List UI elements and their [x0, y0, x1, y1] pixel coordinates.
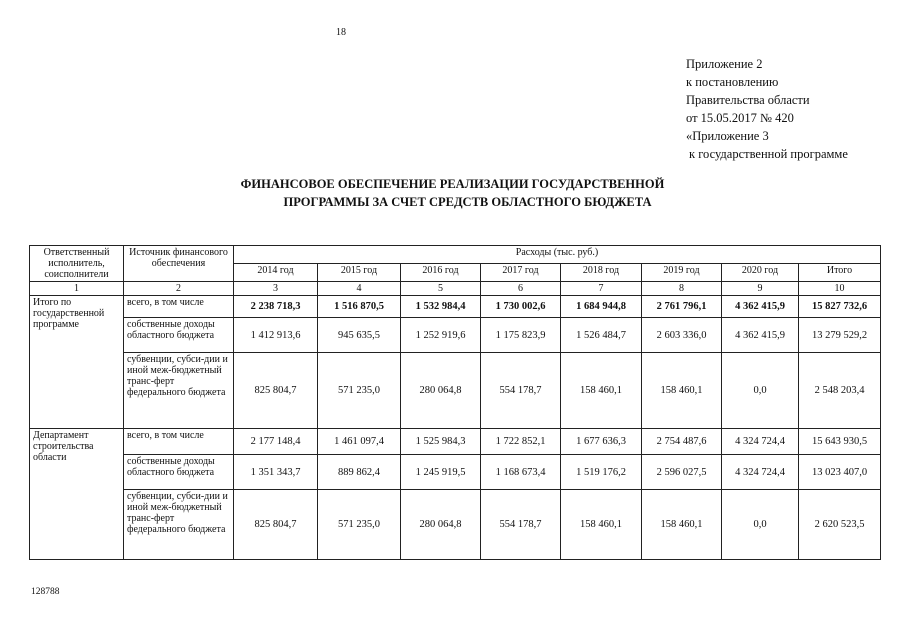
column-number: 4 [318, 282, 401, 296]
column-number: 7 [561, 282, 642, 296]
value-cell: 2 596 027,5 [642, 455, 722, 490]
table-row [30, 353, 881, 429]
total-cell: 2 548 203,4 [799, 353, 881, 429]
value-cell: 2 177 148,4 [234, 429, 318, 455]
header-year: 2015 год [318, 264, 401, 282]
appendix-line: Правительства области [686, 93, 810, 107]
source-cell: всего, в том числе [124, 429, 234, 455]
total-cell: 13 279 529,2 [799, 318, 881, 353]
value-cell: 2 238 718,3 [234, 296, 318, 318]
header-expenses: Расходы (тыс. руб.) [234, 246, 881, 264]
source-cell: субвенции, субси-дии и иной меж-бюджетный транс-ферт федерального бюджета [124, 490, 234, 560]
footer-code: 128788 [31, 587, 60, 597]
value-cell: 825 804,7 [234, 490, 318, 560]
total-cell: 15 643 930,5 [799, 429, 881, 455]
value-cell: 158 460,1 [561, 353, 642, 429]
value-cell: 1 461 097,4 [318, 429, 401, 455]
value-cell: 1 526 484,7 [561, 318, 642, 353]
total-cell: 13 023 407,0 [799, 455, 881, 490]
table-row [30, 490, 881, 560]
header-row [30, 246, 881, 264]
table-row [30, 429, 881, 455]
value-cell: 158 460,1 [642, 490, 722, 560]
header-year: 2017 год [481, 264, 561, 282]
budget-table [29, 245, 881, 560]
value-cell: 554 178,7 [481, 490, 561, 560]
value-cell: 4 362 415,9 [722, 296, 799, 318]
value-cell: 1 252 919,6 [401, 318, 481, 353]
header-responsible: Ответственный исполнитель, соисполнители [30, 246, 124, 282]
value-cell: 945 635,5 [318, 318, 401, 353]
executor-cell: Итого по государственной программе [30, 296, 124, 429]
value-cell: 158 460,1 [561, 490, 642, 560]
value-cell: 0,0 [722, 353, 799, 429]
header-year: 2016 год [401, 264, 481, 282]
table-row [30, 296, 881, 318]
value-cell: 0,0 [722, 490, 799, 560]
page-number: 18 [336, 27, 346, 38]
header-year: 2020 год [722, 264, 799, 282]
header-year: 2018 год [561, 264, 642, 282]
table-row [30, 318, 881, 353]
source-cell: субвенции, субси-дии и иной меж-бюджетный транс-ферт федерального бюджета [124, 353, 234, 429]
appendix-line: к государственной программе [689, 147, 848, 161]
appendix-block [686, 55, 848, 163]
value-cell: 1 519 176,2 [561, 455, 642, 490]
value-cell: 1 730 002,6 [481, 296, 561, 318]
value-cell: 1 684 944,8 [561, 296, 642, 318]
header-source: Источник финансового обеспечения [124, 246, 234, 282]
value-cell: 4 324 724,4 [722, 455, 799, 490]
column-number: 2 [124, 282, 234, 296]
value-cell: 1 516 870,5 [318, 296, 401, 318]
value-cell: 571 235,0 [318, 353, 401, 429]
column-number: 8 [642, 282, 722, 296]
table-row [30, 455, 881, 490]
value-cell: 2 754 487,6 [642, 429, 722, 455]
value-cell: 1 412 913,6 [234, 318, 318, 353]
column-number: 6 [481, 282, 561, 296]
document-title [0, 175, 905, 211]
column-number: 1 [30, 282, 124, 296]
title-line-1: ФИНАНСОВОЕ ОБЕСПЕЧЕНИЕ РЕАЛИЗАЦИИ ГОСУДАРСТВЕННОЙ [240, 177, 665, 191]
value-cell: 1 532 984,4 [401, 296, 481, 318]
column-number: 5 [401, 282, 481, 296]
value-cell: 2 603 336,0 [642, 318, 722, 353]
appendix-line: от 15.05.2017 № 420 [686, 111, 794, 125]
value-cell: 280 064,8 [401, 490, 481, 560]
header-year: 2014 год [234, 264, 318, 282]
source-cell: собственные доходы областного бюджета [124, 318, 234, 353]
value-cell: 1 245 919,5 [401, 455, 481, 490]
value-cell: 554 178,7 [481, 353, 561, 429]
total-cell: 15 827 732,6 [799, 296, 881, 318]
value-cell: 825 804,7 [234, 353, 318, 429]
title-line-2: ПРОГРАММЫ ЗА СЧЕТ СРЕДСТВ ОБЛАСТНОГО БЮДЖЕТА [283, 195, 652, 209]
executor-cell: Департамент строительства области [30, 429, 124, 560]
total-cell: 2 620 523,5 [799, 490, 881, 560]
value-cell: 280 064,8 [401, 353, 481, 429]
value-cell: 1 525 984,3 [401, 429, 481, 455]
header-total: Итого [799, 264, 881, 282]
value-cell: 889 862,4 [318, 455, 401, 490]
value-cell: 1 175 823,9 [481, 318, 561, 353]
appendix-line: «Приложение 3 [686, 129, 769, 143]
column-number: 3 [234, 282, 318, 296]
value-cell: 2 761 796,1 [642, 296, 722, 318]
value-cell: 4 362 415,9 [722, 318, 799, 353]
value-cell: 1 351 343,7 [234, 455, 318, 490]
value-cell: 4 324 724,4 [722, 429, 799, 455]
source-cell: всего, в том числе [124, 296, 234, 318]
column-number-row [30, 282, 881, 296]
value-cell: 1 168 673,4 [481, 455, 561, 490]
column-number: 10 [799, 282, 881, 296]
header-year: 2019 год [642, 264, 722, 282]
value-cell: 1 722 852,1 [481, 429, 561, 455]
column-number: 9 [722, 282, 799, 296]
source-cell: собственные доходы областного бюджета [124, 455, 234, 490]
value-cell: 158 460,1 [642, 353, 722, 429]
appendix-line: к постановлению [686, 75, 779, 89]
value-cell: 1 677 636,3 [561, 429, 642, 455]
value-cell: 571 235,0 [318, 490, 401, 560]
appendix-line: Приложение 2 [686, 57, 763, 71]
